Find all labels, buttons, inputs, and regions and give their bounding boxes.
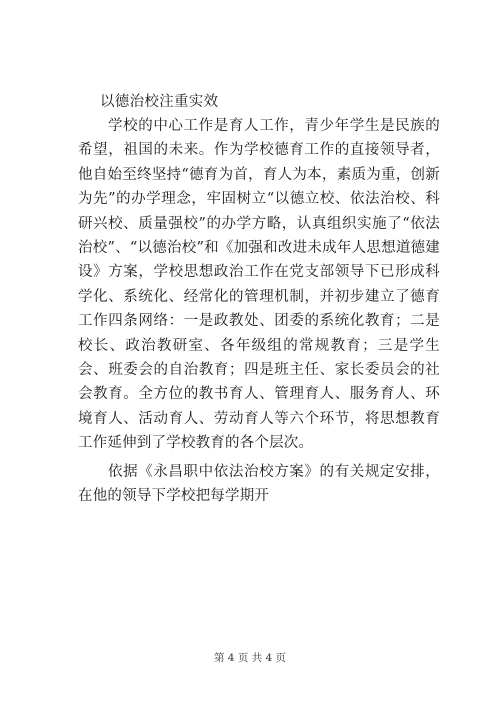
paragraph-2: 依据《永昌职中依法治校方案》的有关规定安排，在他的领导下学校把每学期开 bbox=[78, 463, 440, 505]
section-heading: 以德治校注重实效 bbox=[100, 94, 219, 110]
page-footer: 第 4 页 共 4 页 bbox=[213, 652, 287, 664]
document-body bbox=[78, 90, 440, 509]
paragraph-1: 学校的中心工作是育人工作，青少年学生是民族的希望，祖国的未来。作为学校德育工作的直接领导者，他自始至终坚持“德育为首，育人为本，素质为重，创新为先”的办学理念，牢固树立“以德立校、依法治校、科研兴校、质量强校”的办学方略，认真组织实施了“依法治校”、“以德治校”和《加强和改进未成年人思想道德建设》方案，学校思想政治工作在党支部领导下已形成科学化、系统化、经常化的管理机制，并初步建立了德育工作四条网络：一是政教处、团委的系统化教育；二是校长、政治教研室、各年级组的常规教育；三是学生会、班委会的自治教育；四是班主任、家长委员会的社会教育。全方位的教书育人、管理育人、服务育人、环境育人、活动育人、劳动育人等六个环节，将思想教育工作延伸到了学校教育的各个层次。 bbox=[78, 118, 440, 452]
